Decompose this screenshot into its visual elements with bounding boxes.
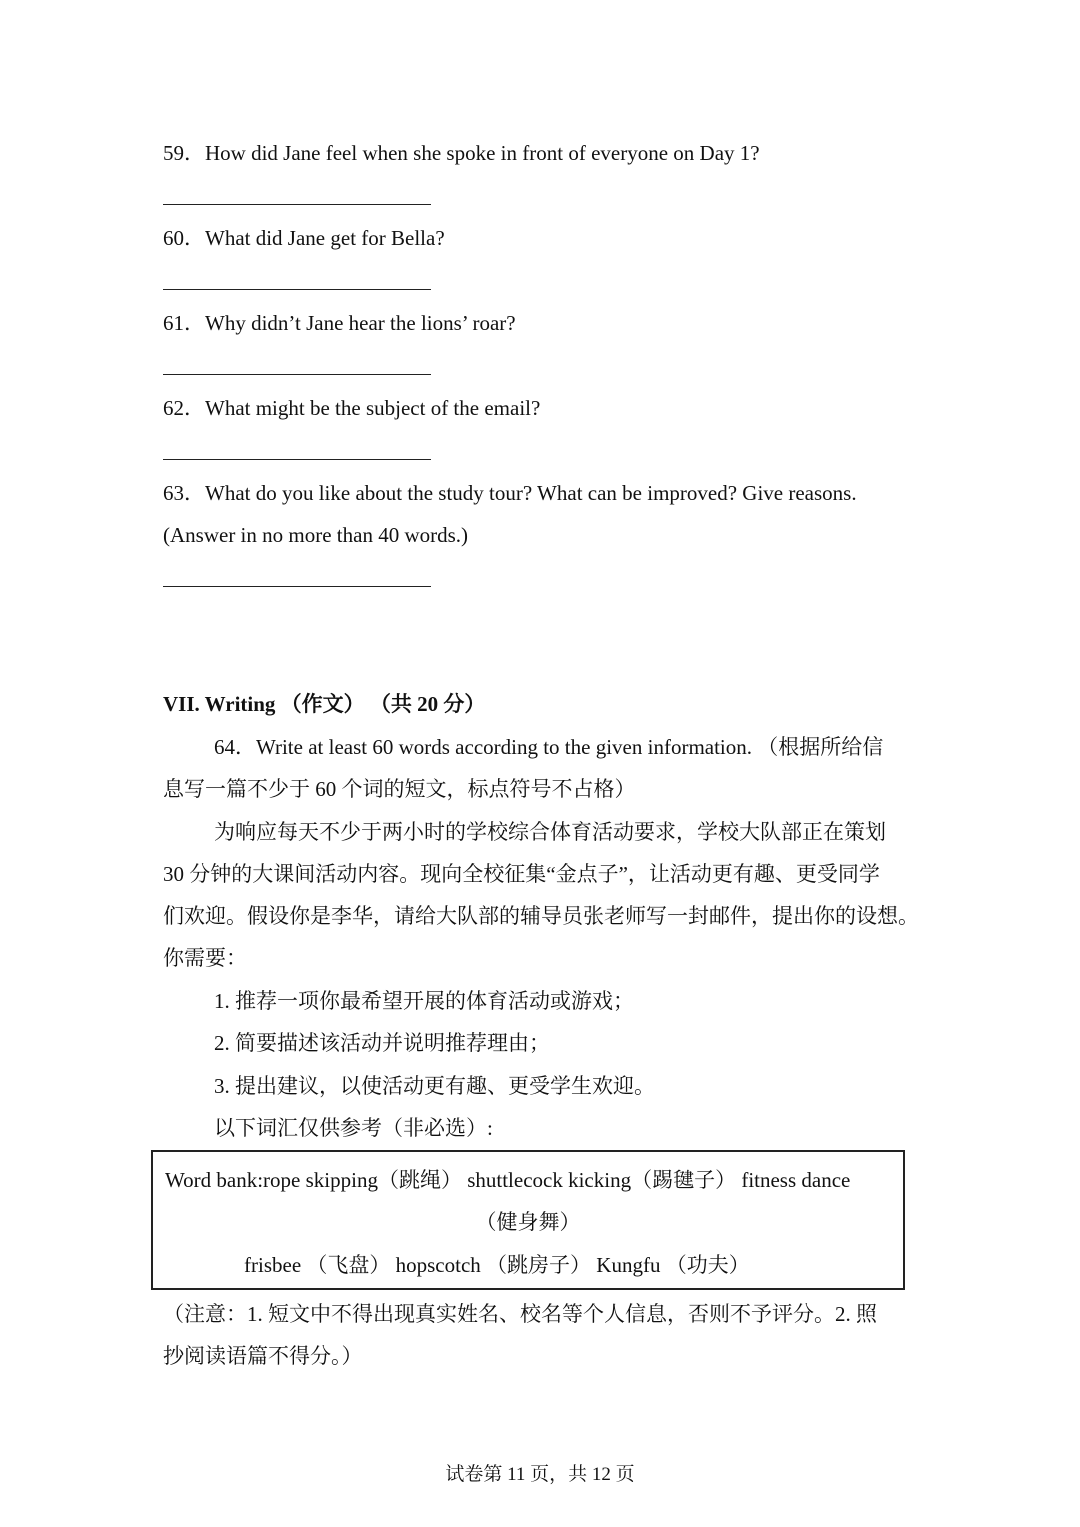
answer-line-61[interactable] xyxy=(163,374,431,375)
answer-line-59[interactable] xyxy=(163,204,431,205)
question-number: 62． xyxy=(163,396,205,420)
word-bank-line-1: Word bank:rope skipping（跳绳） shuttlecock kicking（踢毽子） fitness dance xyxy=(165,1168,851,1192)
question-text: Why didn’t Jane hear the lions’ roar? xyxy=(205,311,516,335)
question-number: 63． xyxy=(163,481,205,505)
writing-task-line-2: 息写一篇不少于 60 个词的短文，标点符号不占格） xyxy=(163,777,636,801)
writing-paragraph-line-3: 们欢迎。假设你是李华，请给大队部的辅导员张老师写一封邮件，提出你的设想。 xyxy=(163,904,919,928)
question-number: 59． xyxy=(163,141,205,165)
question-text: How did Jane feel when she spoke in front of everyone on Day 1? xyxy=(205,141,760,165)
question-text: What might be the subject of the email? xyxy=(205,396,541,420)
question-text: What did Jane get for Bella? xyxy=(205,226,445,250)
question-63-note: (Answer in no more than 40 words.) xyxy=(163,523,469,547)
question-number: 61． xyxy=(163,311,205,335)
requirement-3: 3. 提出建议，以使活动更有趣、更受学生欢迎。 xyxy=(214,1074,655,1098)
question-number: 60． xyxy=(163,226,205,250)
word-bank-line-3: frisbee （飞盘） hopscotch （跳房子） Kungfu （功夫） xyxy=(244,1253,750,1277)
question-text: What do you like about the study tour? What can be improved? Give reasons. xyxy=(205,481,857,505)
page-footer: 试卷第 11 页，共 12 页 xyxy=(445,1464,635,1485)
question-62 xyxy=(163,394,540,422)
word-bank-box xyxy=(151,1150,905,1290)
question-59 xyxy=(163,139,760,167)
word-bank-line-2: （健身舞） xyxy=(475,1210,581,1234)
question-61 xyxy=(163,309,516,337)
writing-paragraph-line-4: 你需要： xyxy=(163,946,247,970)
answer-line-63[interactable] xyxy=(163,586,431,587)
answer-line-62[interactable] xyxy=(163,459,431,460)
requirement-2: 2. 简要描述该活动并说明推荐理由； xyxy=(214,1031,550,1055)
writing-heading: VII. Writing （作文） （共 20 分） xyxy=(163,692,486,716)
writing-paragraph-line-2: 30 分钟的大课间活动内容。现向全校征集“金点子”，让活动更有趣、更受同学 xyxy=(163,862,880,886)
note-line-2: 抄阅读语篇不得分。） xyxy=(163,1344,363,1368)
question-60 xyxy=(163,224,445,252)
requirement-1: 1. 推荐一项你最希望开展的体育活动或游戏； xyxy=(214,989,634,1013)
note-line-1: （注意：1. 短文中不得出现真实姓名、校名等个人信息，否则不予评分。2. 照 xyxy=(163,1302,877,1326)
writing-task-line-1: 64．Write at least 60 words according to the given information. （根据所给信 xyxy=(214,735,884,759)
answer-line-60[interactable] xyxy=(163,289,431,290)
writing-paragraph-line-1: 为响应每天不少于两小时的学校综合体育活动要求，学校大队部正在策划 xyxy=(214,820,886,844)
reference-intro: 以下词汇仅供参考（非必选）: xyxy=(214,1116,493,1140)
question-63 xyxy=(163,479,857,507)
